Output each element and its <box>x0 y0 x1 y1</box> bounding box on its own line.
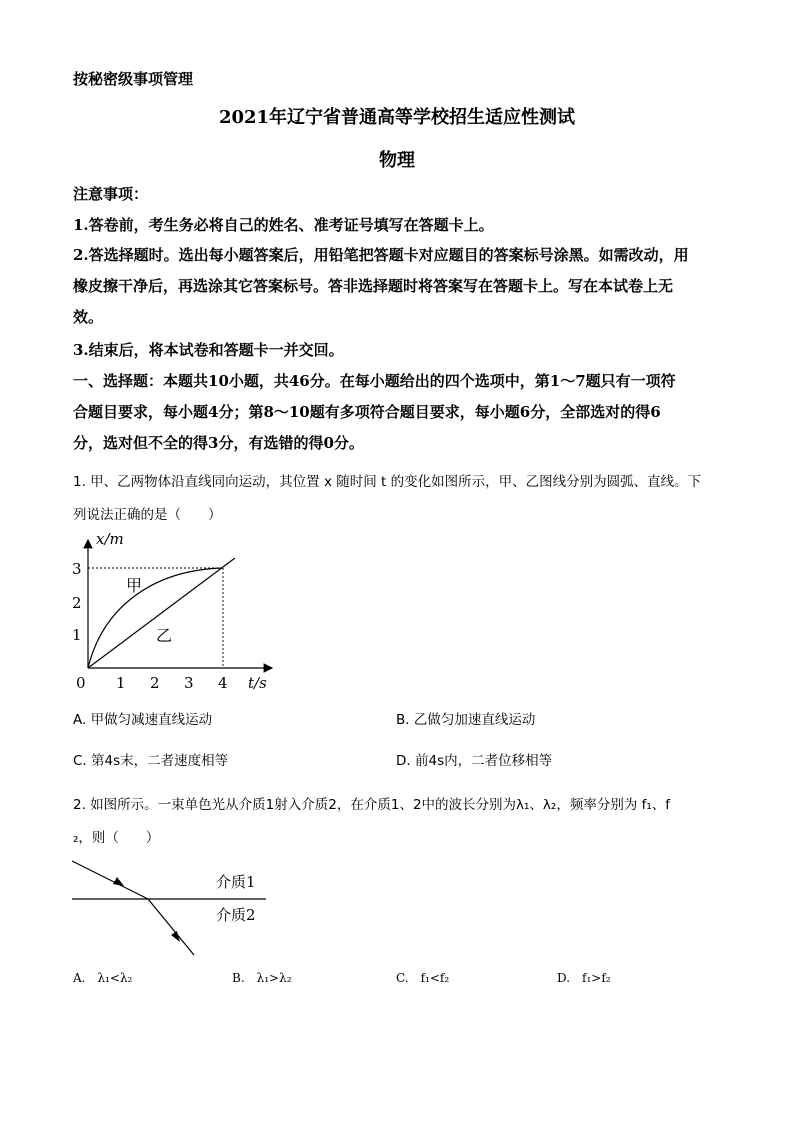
x-axis-label: t/s <box>248 674 267 692</box>
subject-title: 物理 <box>379 150 415 171</box>
notice-item-3: 3.结束后，将本试卷和答题卡一并交回。 <box>73 341 344 359</box>
exam-title: 2021年辽宁省普通高等学校招生适应性测试 <box>218 107 576 128</box>
question-1-stem-line-1: 1. 甲、乙两物体沿直线同向运动，其位置 x 随时间 t 的变化如图所示，甲、乙图线分别为圆弧、直线。下 <box>73 474 702 490</box>
incident-ray-arrow <box>113 877 124 886</box>
refracted-ray <box>148 899 194 955</box>
question-1-option-a[interactable]: A. 甲做匀减速直线运动 <box>73 712 213 728</box>
question-2-stem-line-2: ₂，则（ ） <box>73 830 160 846</box>
section1-instructions-line-3: 分，选对但不全的得3分，有选错的得0分。 <box>73 434 364 452</box>
notice-item-1: 1.答卷前，考生务必将自己的姓名、准考证号填写在答题卡上。 <box>73 216 494 234</box>
question-2-option-b[interactable]: B. λ₁>λ₂ <box>232 971 292 985</box>
question-2-option-c[interactable]: C. f₁<f₂ <box>396 971 450 985</box>
question-1-option-c[interactable]: C. 第4s末，二者速度相等 <box>73 753 229 769</box>
x-tick-3: 3 <box>184 674 194 692</box>
y-tick-2: 2 <box>72 594 82 612</box>
curve-jia-label: 甲 <box>126 576 143 595</box>
question-2-option-a[interactable]: A. λ₁<λ₂ <box>73 971 133 985</box>
x-tick-2: 2 <box>150 674 160 692</box>
medium-2-label: 介质2 <box>216 906 256 924</box>
notice-heading: 注意事项： <box>73 185 149 203</box>
x-tick-1: 1 <box>116 674 126 692</box>
medium-1-label: 介质1 <box>216 873 256 891</box>
x-tick-4: 4 <box>218 674 228 692</box>
question-1-xt-graph <box>60 528 290 696</box>
question-1-stem-line-2: 列说法正确的是（ ） <box>73 507 222 523</box>
question-2-refraction-figure <box>66 855 276 959</box>
notice-item-2-line-3: 效。 <box>73 308 104 326</box>
origin-label: 0 <box>76 674 86 692</box>
y-axis-label: x/m <box>96 530 124 548</box>
question-1-option-b[interactable]: B. 乙做匀加速直线运动 <box>396 712 536 728</box>
question-2-option-d[interactable]: D. f₁>f₂ <box>557 971 611 985</box>
section1-instructions-line-2: 合题目要求，每小题4分；第8～10题有多项符合题目要求，每小题6分，全部选对的得6 <box>73 403 661 421</box>
incident-ray <box>72 861 148 899</box>
secret-level-label: 按秘密级事项管理 <box>73 70 194 88</box>
section1-instructions-line-1: 一、选择题：本题共10小题，共46分。在每小题给出的四个选项中，第1～7题只有一项符 <box>73 372 676 390</box>
notice-item-2-line-1: 2.答选择题时。选出每小题答案后，用铅笔把答题卡对应题目的答案标号涂黑。如需改动，用 <box>73 246 689 264</box>
y-tick-1: 1 <box>72 626 82 644</box>
question-2-stem-line-1: 2. 如图所示。一束单色光从介质1射入介质2，在介质1、2中的波长分别为λ₁、λ₂，频率分别为 f₁、f <box>73 797 671 813</box>
line-yi <box>88 558 235 668</box>
line-yi-label: 乙 <box>156 626 173 645</box>
notice-item-2-line-2: 橡皮擦干净后，再选涂其它答案标号。答非选择题时将答案写在答题卡上。写在本试卷上无 <box>73 277 674 295</box>
question-1-option-d[interactable]: D. 前4s内，二者位移相等 <box>396 753 553 769</box>
y-tick-3: 3 <box>72 560 82 578</box>
